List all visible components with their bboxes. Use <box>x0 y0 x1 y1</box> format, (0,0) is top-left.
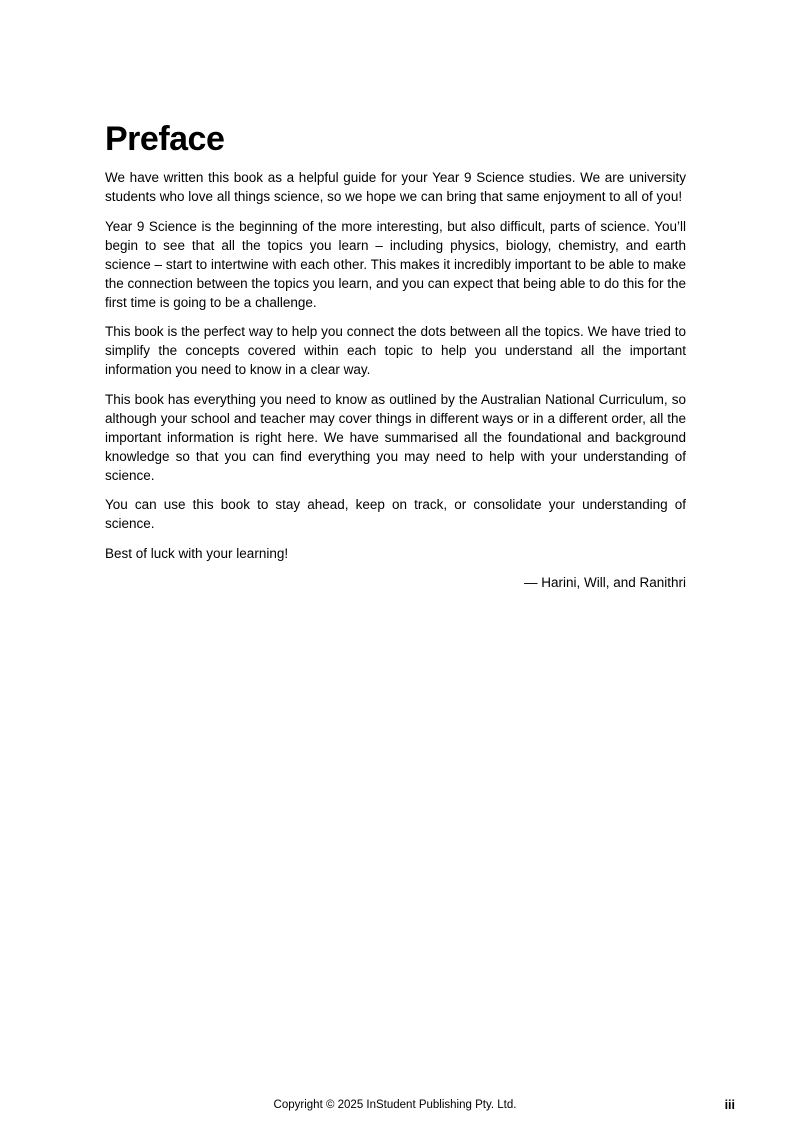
paragraph: This book is the perfect way to help you connect the dots between all the topics. We have tried to simplify the concepts covered within each topic to help you understand all the important information you need to know in a clear way. <box>105 324 686 377</box>
paragraph: You can use this book to stay ahead, keep on track, or consolidate your understanding of science. <box>105 497 686 531</box>
page-number: iii <box>724 1098 735 1112</box>
page-footer <box>0 1098 790 1118</box>
author-signature: — Harini, Will, and Ranithri <box>523 575 686 590</box>
text-block <box>105 118 686 592</box>
paragraph: We have written this book as a helpful guide for your Year 9 Science studies. We are university students who love all things science, so we hope we can bring that same enjoyment to all of you! <box>105 170 686 204</box>
copyright-notice: Copyright © 2025 InStudent Publishing Pty. Ltd. <box>273 1099 517 1111</box>
paragraph: Year 9 Science is the beginning of the more interesting, but also difficult, parts of science. You’ll begin to see that all the topics you learn – including physics, biology, chemistry, and earth science – start to intertwine with each other. This makes it incredibly important to be able to make the connection between the topics you learn, and you can expect that being able to do this for the first time is going to be a challenge. <box>105 218 686 310</box>
page-title: Preface <box>105 120 225 158</box>
paragraph: This book has everything you need to know as outlined by the Australian National Curriculum, so although your school and teacher may cover things in different ways or in a different order, all the important information is right here. We have summarised all the foundational and background knowledge so that you can find everything you may need to help with your understanding of science. <box>105 391 686 483</box>
paragraph: Best of luck with your learning! <box>105 545 289 561</box>
